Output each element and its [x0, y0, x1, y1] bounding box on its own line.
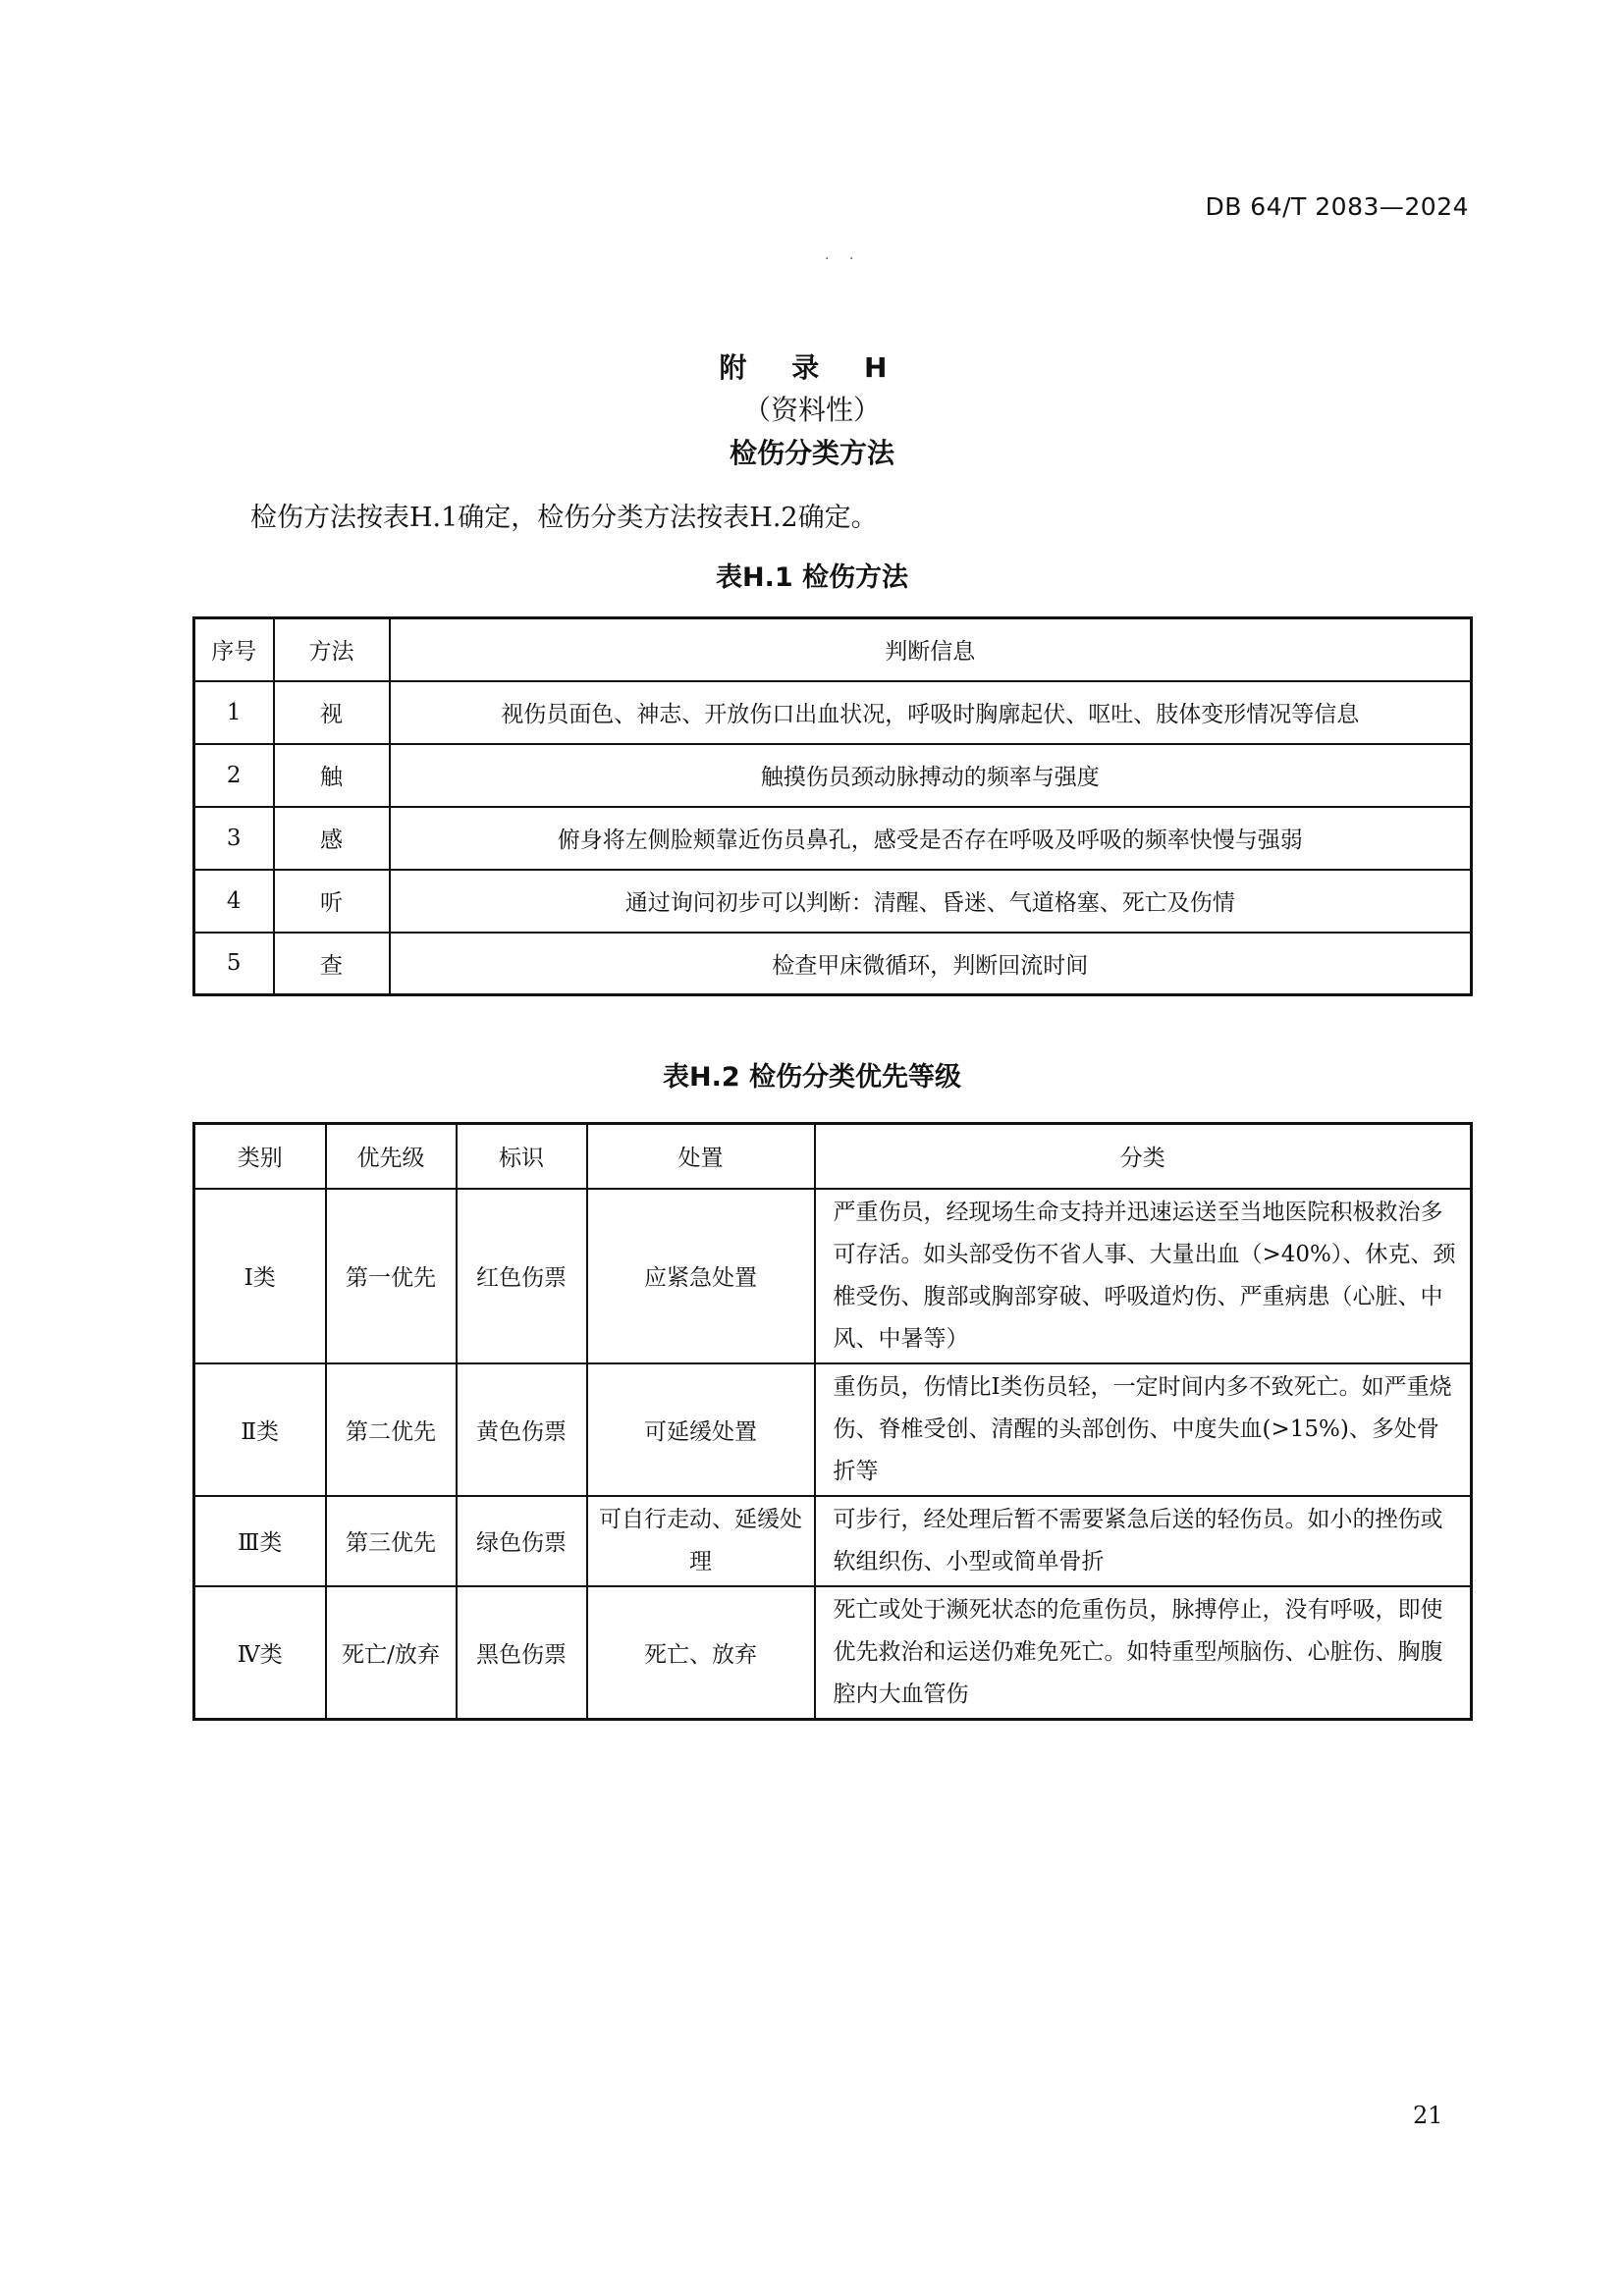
- table-h2: [192, 1122, 1473, 1721]
- cell-method: 听: [274, 870, 390, 933]
- cell-seq: 4: [194, 870, 274, 933]
- table-row: [194, 870, 1472, 933]
- cell-method: 触: [274, 744, 390, 807]
- cell-classification: 重伤员，伤情比Ⅰ类伤员轻，一定时间内多不致死亡。如严重烧伤、脊椎受创、清醒的头部创伤、中度失血(>15%)、多处骨折等: [815, 1363, 1472, 1496]
- table-h1: [192, 616, 1473, 996]
- cell-disposal: 应紧急处置: [587, 1189, 815, 1363]
- cell-priority: 第三优先: [326, 1496, 457, 1586]
- cell-info: 俯身将左侧脸颊靠近伤员鼻孔，感受是否存在呼吸及呼吸的频率快慢与强弱: [390, 807, 1472, 870]
- cell-disposal: 可延缓处置: [587, 1363, 815, 1496]
- cell-category: Ⅰ类: [194, 1189, 326, 1363]
- table-row: [194, 1586, 1472, 1720]
- table-row: [194, 1496, 1472, 1586]
- table-row: [194, 681, 1472, 744]
- appendix-title: 附 录 H: [719, 351, 905, 384]
- table-row: [194, 1363, 1472, 1496]
- cell-info: 检查甲床微循环，判断回流时间: [390, 933, 1472, 995]
- cell-tag: 黄色伤票: [457, 1363, 587, 1496]
- header-cell-method: 方法: [274, 618, 390, 681]
- cell-classification: 可步行，经处理后暂不需要紧急后送的轻伤员。如小的挫伤或软组织伤、小型或简单骨折: [815, 1496, 1472, 1586]
- cell-seq: 3: [194, 807, 274, 870]
- table-h2-caption: 表H.2 检伤分类优先等级: [662, 1062, 962, 1093]
- table-row: [194, 1189, 1472, 1363]
- cell-method: 感: [274, 807, 390, 870]
- table-h1-caption: 表H.1 检伤方法: [715, 562, 909, 593]
- cell-seq: 2: [194, 744, 274, 807]
- table-row: [194, 933, 1472, 995]
- header-dots: . .: [825, 247, 862, 263]
- cell-info: 触摸伤员颈动脉搏动的频率与强度: [390, 744, 1472, 807]
- cell-info: 通过询问初步可以判断：清醒、昏迷、气道格塞、死亡及伤情: [390, 870, 1472, 933]
- cell-tag: 红色伤票: [457, 1189, 587, 1363]
- cell-category: Ⅲ类: [194, 1496, 326, 1586]
- cell-method: 查: [274, 933, 390, 995]
- cell-priority: 死亡/放弃: [326, 1586, 457, 1720]
- intro-paragraph: 检伤方法按表H.1确定，检伤分类方法按表H.2确定。: [250, 503, 878, 533]
- cell-classification: 死亡或处于濒死状态的危重伤员，脉搏停止，没有呼吸，即使优先救治和运送仍难免死亡。如特重型颅脑伤、心脏伤、胸腹腔内大血管伤: [815, 1586, 1472, 1720]
- cell-priority: 第一优先: [326, 1189, 457, 1363]
- table-row: [194, 744, 1472, 807]
- standard-code: DB 64/T 2083—2024: [1205, 192, 1469, 221]
- cell-seq: 1: [194, 681, 274, 744]
- header-cell-tag: 标识: [457, 1124, 587, 1189]
- cell-classification: 严重伤员，经现场生命支持并迅速运送至当地医院积极救治多可存活。如头部受伤不省人事、大量出血（>40%）、休克、颈椎受伤、腹部或胸部穿破、呼吸道灼伤、严重病患（心脏、中风、中暑等）: [815, 1189, 1472, 1363]
- cell-priority: 第二优先: [326, 1363, 457, 1496]
- cell-category: Ⅱ类: [194, 1363, 326, 1496]
- cell-tag: 绿色伤票: [457, 1496, 587, 1586]
- cell-tag: 黑色伤票: [457, 1586, 587, 1720]
- cell-method: 视: [274, 681, 390, 744]
- cell-category: Ⅳ类: [194, 1586, 326, 1720]
- appendix-nature: （资料性）: [742, 394, 881, 426]
- page-number: 21: [1413, 2102, 1443, 2129]
- header-cell-info: 判断信息: [390, 618, 1472, 681]
- table-row: [194, 807, 1472, 870]
- cell-info: 视伤员面色、神志、开放伤口出血状况，呼吸时胸廓起伏、呕吐、肢体变形情况等信息: [390, 681, 1472, 744]
- header-cell-priority: 优先级: [326, 1124, 457, 1189]
- header-cell-category: 类别: [194, 1124, 326, 1189]
- header-cell-disposal: 处置: [587, 1124, 815, 1189]
- cell-disposal: 可自行走动、延缓处理: [587, 1496, 815, 1586]
- cell-disposal: 死亡、放弃: [587, 1586, 815, 1720]
- table-header-row: [194, 1124, 1472, 1189]
- header-cell-seq: 序号: [194, 618, 274, 681]
- table-header-row: [194, 618, 1472, 681]
- appendix-subject: 检伤分类方法: [729, 437, 894, 469]
- header-cell-classification: 分类: [815, 1124, 1472, 1189]
- cell-seq: 5: [194, 933, 274, 995]
